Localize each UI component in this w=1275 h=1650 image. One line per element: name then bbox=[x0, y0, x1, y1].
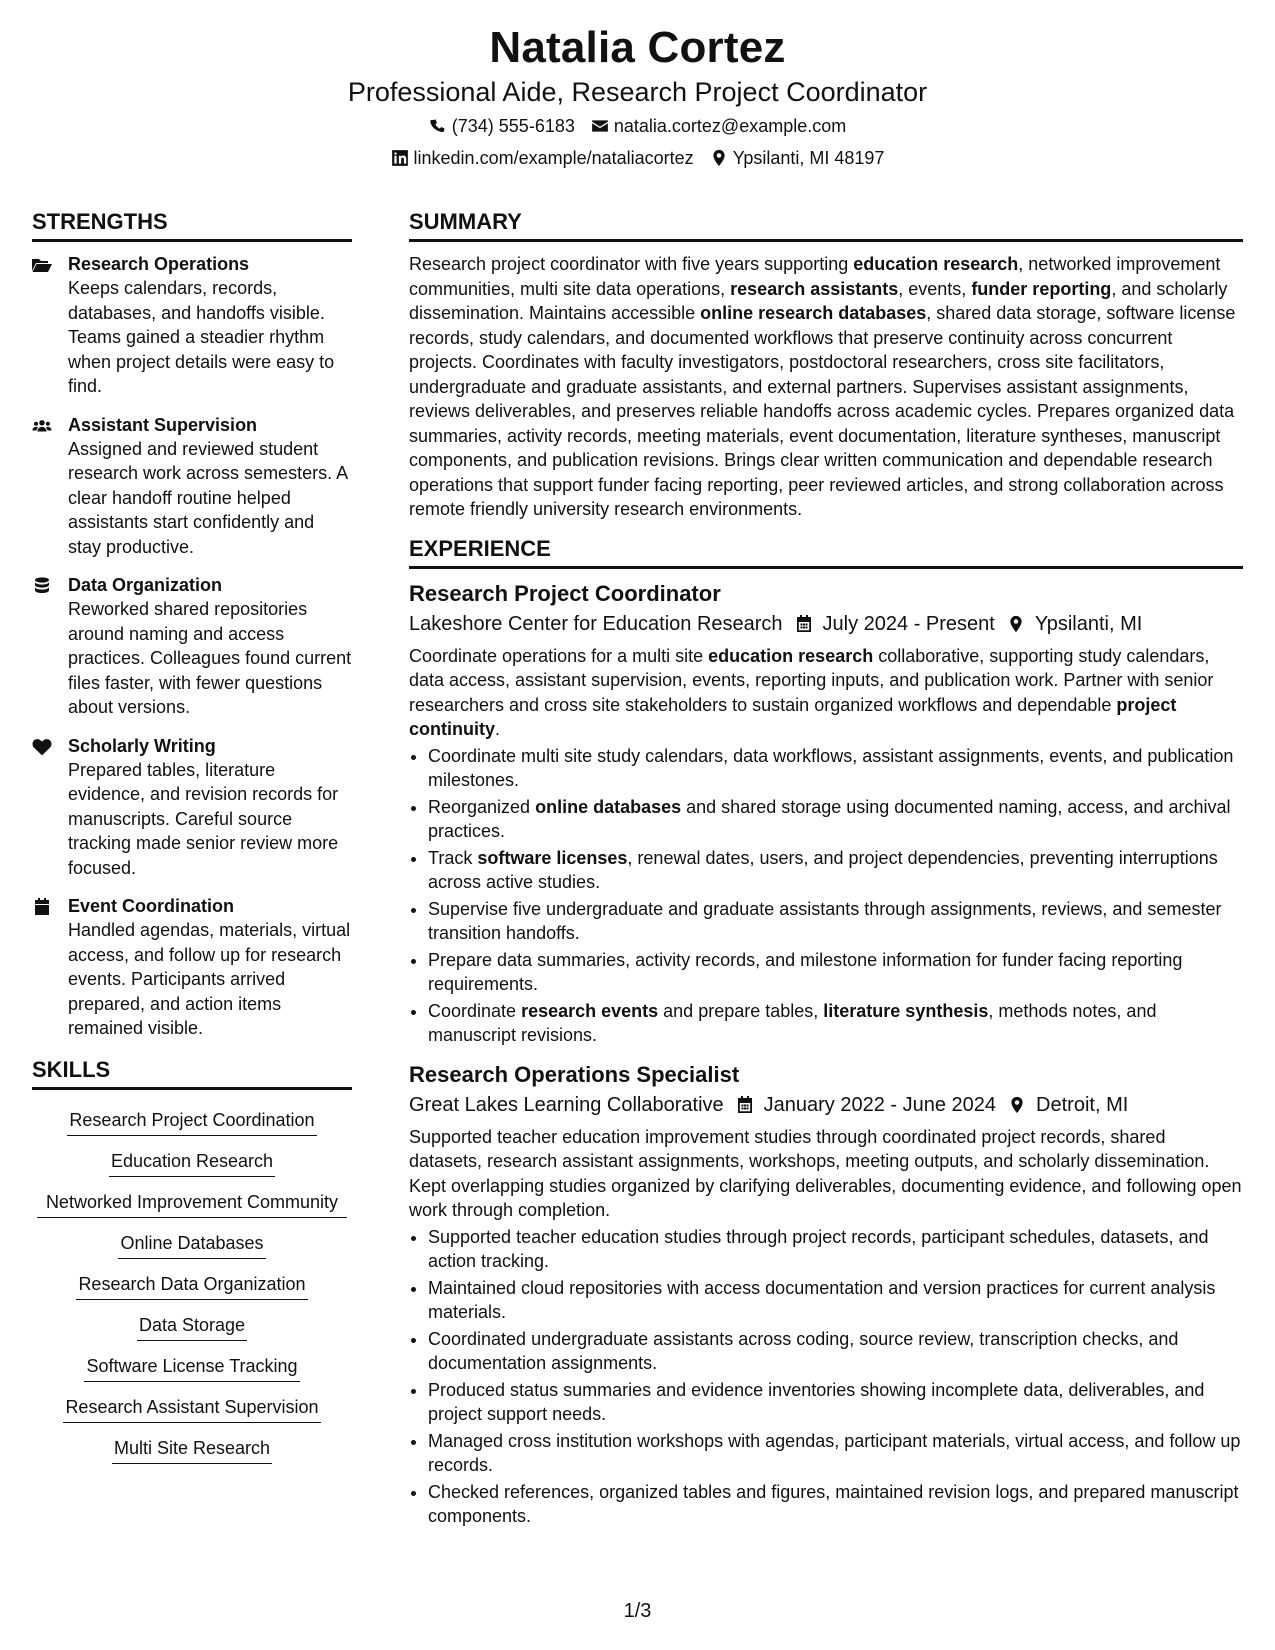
job-description: Supported teacher education improvement studies through coordinated project records, shared datasets, research assistant assignments, workshops, meeting outputs, and scholarly dissemination. Kept overlapping studies organized by clarifying deliverables, documenting evidence, and following open work through completion. bbox=[409, 1126, 1242, 1220]
bullet-item: • Coordinated undergraduate assistants across coding, source review, transcription checks, and documentation assignments. bbox=[428, 1327, 1243, 1376]
linkedin-icon bbox=[391, 149, 409, 167]
page-number: 1/3 bbox=[623, 1600, 652, 1622]
linkedin-url[interactable]: linkedin.com/example/nataliacortez bbox=[413, 148, 694, 168]
job-bullets bbox=[409, 744, 1243, 1048]
skills-list bbox=[32, 1100, 352, 1469]
strength-item bbox=[32, 573, 352, 720]
skills-heading: SKILLS bbox=[32, 1055, 352, 1090]
experience-heading: EXPERIENCE bbox=[409, 534, 1243, 569]
strength-title: Data Organization bbox=[68, 575, 223, 595]
strength-title: Scholarly Writing bbox=[68, 735, 216, 756]
strength-title: Event Coordination bbox=[68, 896, 234, 916]
bullet-item: • Maintained cloud repositories with access documentation and version practices for current analysis materials. bbox=[428, 1276, 1243, 1325]
map-pin-icon bbox=[710, 149, 728, 167]
job-organization: Lakeshore Center for Education Research bbox=[409, 612, 783, 635]
calendar-icon bbox=[736, 1096, 754, 1114]
skill-tag: Multi Site Research bbox=[112, 1428, 272, 1464]
location-contact bbox=[710, 142, 885, 174]
job-organization: Great Lakes Learning Collaborative bbox=[409, 1093, 724, 1116]
phone-contact bbox=[429, 110, 575, 142]
right-column bbox=[409, 207, 1243, 1541]
phone-number: (734) 555-6183 bbox=[451, 116, 575, 136]
bullet-item: • Managed cross institution workshops with agendas, participant materials, virtual access, and follow up records. bbox=[428, 1429, 1243, 1478]
resume-header bbox=[0, 22, 1275, 174]
skill-tag: Research Data Organization bbox=[76, 1264, 307, 1300]
skill-tag: Education Research bbox=[109, 1141, 275, 1177]
heart-icon bbox=[32, 738, 52, 756]
skill-tag: Software License Tracking bbox=[84, 1346, 299, 1382]
bullet-item: • Reorganized online databases and shared storage using documented naming, access, and archival practices. bbox=[428, 795, 1243, 844]
calendar-icon bbox=[32, 898, 52, 916]
job-dates: July 2024 - Present bbox=[822, 612, 995, 635]
job-meta bbox=[409, 1090, 1243, 1120]
folder-open-icon bbox=[32, 256, 52, 274]
database-icon bbox=[32, 577, 52, 595]
bullet-item: • Produced status summaries and evidence inventories showing incomplete data, deliverables, and project support needs. bbox=[428, 1378, 1243, 1427]
strength-description: Keeps calendars, records, databases, and handoffs visible. Teams gained a steadier rhythm when project details were easy to find. bbox=[68, 278, 335, 396]
contact-line-1 bbox=[0, 110, 1275, 142]
job-description: Coordinate operations for a multi site education research collaborative, supporting study calendars, data access, assistant supervision, events, reporting inputs, and publication work. Partner with senior researchers and cross site stakeholders to sustain organized workflows and dependable project continuity. bbox=[409, 645, 1214, 739]
strength-item bbox=[32, 734, 352, 881]
left-column bbox=[32, 207, 352, 1469]
skill-tag: Research Assistant Supervision bbox=[63, 1387, 320, 1423]
skill-tag: Data Storage bbox=[137, 1305, 247, 1341]
skill-tag: Networked Improvement Community bbox=[37, 1182, 347, 1218]
job-location: Detroit, MI bbox=[1036, 1093, 1129, 1116]
strength-item bbox=[32, 894, 352, 1041]
bullet-item: • Prepare data summaries, activity records, and milestone information for funder facing reporting requirements. bbox=[428, 948, 1243, 997]
strength-description: Reworked shared repositories around naming and access practices. Colleagues found current files faster, with fewer questions about versions. bbox=[68, 599, 352, 717]
job-title: Research Operations Specialist bbox=[409, 1061, 740, 1087]
strength-title: Research Operations bbox=[68, 254, 250, 274]
strength-description: Prepared tables, literature evidence, and revision records for manuscripts. Careful source tracking made senior review more focused. bbox=[68, 759, 339, 878]
strength-item bbox=[32, 413, 352, 560]
job-meta bbox=[409, 609, 1243, 639]
linkedin-contact[interactable] bbox=[391, 142, 694, 174]
strength-description: Assigned and reviewed student research work across semesters. A clear handoff routine helped assistants start confidently and stay productive. bbox=[68, 438, 348, 557]
calendar-icon bbox=[795, 615, 813, 633]
strength-description: Handled agendas, materials, virtual access, and follow up for research events. Participants arrived prepared, and action items remained visible. bbox=[68, 920, 351, 1038]
strength-title: Assistant Supervision bbox=[68, 414, 258, 435]
envelope-icon bbox=[591, 117, 609, 135]
phone-icon bbox=[429, 117, 447, 135]
users-icon bbox=[32, 417, 52, 435]
email-address[interactable]: natalia.cortez@example.com bbox=[613, 116, 847, 136]
bullet-item: • Coordinate multi site study calendars, data workflows, assistant assignments, events, and publication milestones. bbox=[428, 744, 1243, 793]
job-title: Research Project Coordinator bbox=[409, 580, 721, 606]
skill-tag: Research Project Coordination bbox=[67, 1100, 316, 1136]
strength-item bbox=[32, 252, 352, 399]
summary-text: Research project coordinator with five years supporting education research, networked improvement communities, multi site data operations, research assistants, events, funder reporting, and scholarly dissemination. Maintains accessible online research databases, shared data storage, software license records, study calendars, and documented workflows that preserve continuity across concurrent projects. Coordinates with faculty investigators, postdoctoral researchers, cross site facilitators, undergraduate and graduate assistants, and external partners. Supervises assistant assignments, reviews deliverables, and preserves reliable handoffs across academic cycles. Prepares organized data summaries, activity records, meeting materials, event documentation, literature syntheses, manuscript components, and publication revisions. Brings clear written communication and dependable research operations that support funder facing reporting, peer reviewed articles, and strong collaboration across remote friendly university research environments. bbox=[409, 254, 1236, 519]
candidate-name: Natalia Cortez bbox=[489, 23, 786, 72]
job-location: Ypsilanti, MI bbox=[1034, 612, 1143, 635]
job-dates: January 2022 - June 2024 bbox=[763, 1093, 997, 1116]
job-entry bbox=[409, 1060, 1243, 1529]
location-text: Ypsilanti, MI 48197 bbox=[732, 148, 885, 168]
candidate-title: Professional Aide, Research Project Coordinator bbox=[347, 77, 928, 107]
summary-heading: SUMMARY bbox=[409, 207, 1243, 242]
map-pin-icon bbox=[1007, 615, 1025, 633]
strengths-heading: STRENGTHS bbox=[32, 207, 352, 242]
bullet-item: • Track software licenses, renewal dates, users, and project dependencies, preventing interruptions across active studies. bbox=[428, 846, 1243, 895]
job-bullets bbox=[409, 1225, 1243, 1529]
bullet-item: • Checked references, organized tables and figures, maintained revision logs, and prepared manuscript components. bbox=[428, 1480, 1243, 1529]
map-pin-icon bbox=[1008, 1096, 1026, 1114]
bullet-item: • Supported teacher education studies through project records, participant schedules, datasets, and action tracking. bbox=[428, 1225, 1243, 1274]
contact-line-2 bbox=[0, 142, 1275, 174]
skill-tag: Online Databases bbox=[118, 1223, 265, 1259]
bullet-item: • Coordinate research events and prepare tables, literature synthesis, methods notes, and manuscript revisions. bbox=[428, 999, 1243, 1048]
email-contact[interactable] bbox=[591, 110, 846, 142]
bullet-item: • Supervise five undergraduate and graduate assistants through assignments, reviews, and semester transition handoffs. bbox=[428, 897, 1243, 946]
job-entry bbox=[409, 579, 1243, 1048]
